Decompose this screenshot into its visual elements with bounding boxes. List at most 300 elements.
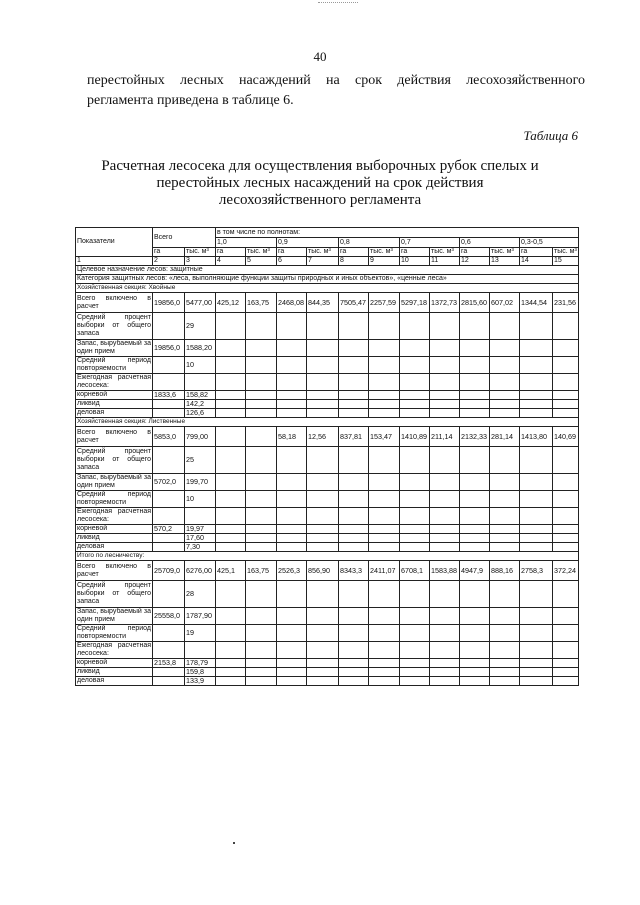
table-row (76, 677, 579, 686)
row-label: Всего включено в расчет (76, 293, 153, 313)
value-cell (460, 409, 490, 418)
value-cell (553, 543, 579, 552)
value-cell (339, 659, 369, 668)
value-cell: 163,75 (246, 561, 277, 581)
section-row (76, 418, 579, 427)
scan-artifact-dot (233, 842, 235, 844)
value-cell: 178,79 (185, 659, 216, 668)
value-cell (307, 391, 339, 400)
value-cell (339, 400, 369, 409)
column-number: 15 (553, 257, 579, 266)
value-cell (520, 374, 553, 391)
value-cell (369, 340, 400, 357)
table-caption: Таблица 6 (523, 128, 578, 143)
scan-artifact (318, 2, 358, 4)
unit-m3: тыс. м³ (307, 248, 339, 257)
value-cell (369, 581, 400, 608)
value-cell (369, 659, 400, 668)
value-cell (553, 474, 579, 491)
table-row (76, 313, 579, 340)
title-line-2: перестойных лесных насаждений на срок действия (156, 175, 484, 191)
row-label: Средний процент выборки от общего запаса (76, 447, 153, 474)
value-cell: 1588,20 (185, 340, 216, 357)
value-cell (553, 625, 579, 642)
unit-ha: га (153, 248, 185, 257)
value-cell (277, 400, 307, 409)
value-cell (400, 508, 430, 525)
value-cell (520, 357, 553, 374)
value-cell (246, 491, 277, 508)
value-cell (339, 447, 369, 474)
row-label: Ежегодная расчетная лесосека: (77, 642, 151, 657)
value-cell (153, 313, 185, 340)
value-cell (246, 677, 277, 686)
value-cell: 158,82 (185, 391, 216, 400)
value-cell (216, 642, 246, 659)
header-including: в том числе по полнотам: (216, 228, 579, 238)
value-cell (246, 525, 277, 534)
value-cell (490, 608, 520, 625)
title-line-3: лесохозяйственного регламента (218, 192, 422, 208)
column-number: 4 (216, 257, 246, 266)
column-number: 7 (307, 257, 339, 266)
value-cell (490, 534, 520, 543)
value-cell (216, 608, 246, 625)
value-cell (553, 357, 579, 374)
value-cell: 5477,00 (185, 293, 216, 313)
column-number: 1 (76, 257, 153, 266)
value-cell (246, 374, 277, 391)
table-row (76, 561, 579, 581)
value-cell (430, 668, 460, 677)
value-cell (246, 391, 277, 400)
value-cell (339, 313, 369, 340)
value-cell (246, 474, 277, 491)
value-cell (246, 668, 277, 677)
value-cell (520, 668, 553, 677)
value-cell: 281,14 (490, 427, 520, 447)
unit-ha: га (460, 248, 490, 257)
value-cell (246, 659, 277, 668)
value-cell (460, 491, 490, 508)
column-number: 11 (430, 257, 460, 266)
column-number: 5 (246, 257, 277, 266)
value-cell (430, 543, 460, 552)
value-cell (277, 391, 307, 400)
table-row (76, 293, 579, 313)
value-cell (369, 409, 400, 418)
value-cell (400, 357, 430, 374)
value-cell: 799,00 (185, 427, 216, 447)
value-cell (520, 625, 553, 642)
unit-m3: тыс. м³ (490, 248, 520, 257)
value-cell (246, 400, 277, 409)
table-row (76, 668, 579, 677)
value-cell (400, 543, 430, 552)
value-cell (369, 491, 400, 508)
value-cell (246, 427, 277, 447)
table-row (76, 608, 579, 625)
density-header: 0,8 (339, 238, 400, 248)
value-cell (490, 400, 520, 409)
value-cell (277, 474, 307, 491)
value-cell (553, 508, 579, 525)
value-cell (520, 491, 553, 508)
value-cell (216, 357, 246, 374)
value-cell (277, 581, 307, 608)
value-cell (369, 608, 400, 625)
value-cell (307, 659, 339, 668)
value-cell (339, 491, 369, 508)
value-cell: 888,16 (490, 561, 520, 581)
value-cell (430, 581, 460, 608)
value-cell (153, 534, 185, 543)
value-cell (460, 534, 490, 543)
value-cell (216, 447, 246, 474)
page-number: 40 (313, 49, 327, 64)
value-cell: 570,2 (153, 525, 185, 534)
value-cell: 856,90 (307, 561, 339, 581)
value-cell (216, 340, 246, 357)
value-cell (216, 525, 246, 534)
value-cell: 17,60 (185, 534, 216, 543)
value-cell (400, 659, 430, 668)
value-cell (307, 668, 339, 677)
value-cell (153, 543, 185, 552)
value-cell: 231,56 (553, 293, 579, 313)
value-cell (430, 608, 460, 625)
value-cell (369, 534, 400, 543)
value-cell: 4947,9 (460, 561, 490, 581)
value-cell (277, 313, 307, 340)
value-cell (153, 400, 185, 409)
value-cell (369, 391, 400, 400)
value-cell (553, 409, 579, 418)
value-cell: 425,12 (216, 293, 246, 313)
value-cell (430, 374, 460, 391)
value-cell (520, 447, 553, 474)
value-cell (307, 340, 339, 357)
value-cell (553, 491, 579, 508)
value-cell (553, 525, 579, 534)
value-cell (277, 409, 307, 418)
value-cell: 28 (185, 581, 216, 608)
value-cell: 163,75 (246, 293, 277, 313)
value-cell (246, 313, 277, 340)
value-cell (246, 642, 277, 659)
value-cell (520, 543, 553, 552)
row-label: Ежегодная расчетная лесосека: (77, 374, 151, 389)
value-cell (400, 625, 430, 642)
value-cell (216, 374, 246, 391)
value-cell (369, 400, 400, 409)
value-cell (553, 447, 579, 474)
section-name: Хозяйственная секция: Лиственные (76, 418, 579, 427)
value-cell (307, 357, 339, 374)
value-cell: 2153,8 (153, 659, 185, 668)
value-cell (553, 391, 579, 400)
column-number: 9 (369, 257, 400, 266)
value-cell (216, 543, 246, 552)
value-cell (553, 340, 579, 357)
value-cell: 1583,88 (430, 561, 460, 581)
value-cell: 1344,54 (520, 293, 553, 313)
value-cell: 2132,33 (460, 427, 490, 447)
value-cell (490, 625, 520, 642)
row-label: Запас, вырубаемый за один прием (77, 340, 151, 355)
value-cell: 1410,89 (400, 427, 430, 447)
section-name: Хозяйственная секция: Хвойные (76, 284, 579, 293)
value-cell (460, 642, 490, 659)
value-cell (553, 677, 579, 686)
table-row (76, 525, 579, 534)
value-cell (553, 642, 579, 659)
header-indicator: Показатели (76, 228, 153, 257)
title-line-1: Расчетная лесосека для осуществления выборочных рубок спелых и (101, 158, 539, 174)
value-cell: 133,9 (185, 677, 216, 686)
value-cell (490, 491, 520, 508)
value-cell (520, 340, 553, 357)
intro-paragraph (87, 71, 585, 111)
value-cell (430, 508, 460, 525)
value-cell: 7,30 (185, 543, 216, 552)
value-cell (277, 642, 307, 659)
value-cell (185, 642, 216, 659)
value-cell (520, 642, 553, 659)
density-header: 1,0 (216, 238, 277, 248)
value-cell (460, 340, 490, 357)
row-label: деловая (76, 543, 153, 552)
value-cell (277, 447, 307, 474)
unit-ha: га (277, 248, 307, 257)
density-header: 0,3-0,5 (520, 238, 579, 248)
row-label: деловая (76, 677, 153, 686)
value-cell: 12,56 (307, 427, 339, 447)
value-cell (369, 313, 400, 340)
value-cell (277, 543, 307, 552)
value-cell (430, 391, 460, 400)
value-cell (307, 508, 339, 525)
value-cell: 10 (185, 357, 216, 374)
value-cell (520, 581, 553, 608)
table-row (76, 340, 579, 357)
value-cell (430, 409, 460, 418)
unit-m3: тыс. м³ (185, 248, 216, 257)
value-cell (307, 409, 339, 418)
value-cell: 425,1 (216, 561, 246, 581)
row-label: Средний период повторяемости (77, 491, 151, 506)
value-cell (216, 313, 246, 340)
value-cell (520, 474, 553, 491)
column-number: 14 (520, 257, 553, 266)
value-cell (339, 409, 369, 418)
category-row (76, 275, 579, 284)
unit-ha: га (400, 248, 430, 257)
value-cell (216, 474, 246, 491)
table-row (76, 374, 579, 391)
value-cell: 29 (185, 313, 216, 340)
value-cell: 1787,90 (185, 608, 216, 625)
value-cell (246, 543, 277, 552)
value-cell (430, 313, 460, 340)
value-cell (216, 534, 246, 543)
value-cell (460, 374, 490, 391)
value-cell (307, 543, 339, 552)
value-cell (216, 400, 246, 409)
value-cell (307, 581, 339, 608)
value-cell (277, 491, 307, 508)
value-cell: 1413,80 (520, 427, 553, 447)
value-cell (460, 525, 490, 534)
value-cell (400, 491, 430, 508)
column-number: 3 (185, 257, 216, 266)
value-cell (520, 508, 553, 525)
table-row (76, 625, 579, 642)
value-cell (460, 313, 490, 340)
unit-ha: га (216, 248, 246, 257)
value-cell: 1372,73 (430, 293, 460, 313)
value-cell (369, 525, 400, 534)
value-cell: 607,02 (490, 293, 520, 313)
value-cell (460, 474, 490, 491)
column-number: 2 (153, 257, 185, 266)
value-cell (339, 391, 369, 400)
row-label: ликвид (76, 400, 153, 409)
value-cell (553, 608, 579, 625)
value-cell (277, 677, 307, 686)
value-cell (520, 400, 553, 409)
row-label: Средний период повторяемости (77, 357, 151, 372)
value-cell (339, 543, 369, 552)
purpose-row (76, 266, 579, 275)
value-cell (369, 508, 400, 525)
row-label: Ежегодная расчетная лесосека: (77, 508, 151, 523)
value-cell (490, 668, 520, 677)
value-cell (490, 581, 520, 608)
section-row (76, 552, 579, 561)
value-cell (400, 400, 430, 409)
value-cell (490, 659, 520, 668)
value-cell (400, 668, 430, 677)
value-cell (246, 409, 277, 418)
value-cell (216, 677, 246, 686)
value-cell (369, 374, 400, 391)
value-cell (185, 374, 216, 391)
value-cell (400, 474, 430, 491)
value-cell (339, 357, 369, 374)
value-cell: 6276,00 (185, 561, 216, 581)
table-row (76, 642, 579, 659)
value-cell (277, 659, 307, 668)
value-cell (520, 677, 553, 686)
value-cell (400, 534, 430, 543)
value-cell (430, 659, 460, 668)
value-cell (216, 491, 246, 508)
value-cell (490, 313, 520, 340)
value-cell (553, 313, 579, 340)
value-cell (339, 534, 369, 543)
value-cell (369, 474, 400, 491)
value-cell (153, 668, 185, 677)
value-cell (520, 313, 553, 340)
row-label: ликвид (76, 668, 153, 677)
unit-m3: тыс. м³ (246, 248, 277, 257)
value-cell (490, 340, 520, 357)
table-title (0, 158, 640, 209)
column-number: 12 (460, 257, 490, 266)
value-cell: 159,8 (185, 668, 216, 677)
value-cell (553, 668, 579, 677)
value-cell (400, 374, 430, 391)
value-cell (553, 534, 579, 543)
unit-ha: га (520, 248, 553, 257)
section-name: Итого по лесничеству: (76, 552, 579, 561)
value-cell: 8343,3 (339, 561, 369, 581)
row-label: деловая (76, 409, 153, 418)
density-header: 0,9 (277, 238, 339, 248)
value-cell (307, 374, 339, 391)
value-cell (490, 543, 520, 552)
value-cell (246, 608, 277, 625)
table-row (76, 357, 579, 374)
value-cell (277, 508, 307, 525)
value-cell (216, 659, 246, 668)
value-cell (277, 668, 307, 677)
unit-m3: тыс. м³ (369, 248, 400, 257)
value-cell (369, 447, 400, 474)
value-cell: 140,69 (553, 427, 579, 447)
value-cell (369, 677, 400, 686)
value-cell: 19 (185, 625, 216, 642)
value-cell (520, 409, 553, 418)
column-number: 10 (400, 257, 430, 266)
value-cell (490, 474, 520, 491)
value-cell (369, 543, 400, 552)
value-cell (520, 608, 553, 625)
unit-ha: га (339, 248, 369, 257)
value-cell (460, 391, 490, 400)
row-label: Запас, вырубаемый за один прием (77, 474, 151, 489)
header-row-1 (76, 228, 579, 238)
forest-purpose: Целевое назначение лесов: защитные (76, 266, 579, 275)
value-cell (400, 391, 430, 400)
value-cell (339, 642, 369, 659)
value-cell (430, 357, 460, 374)
column-number: 8 (339, 257, 369, 266)
value-cell (216, 427, 246, 447)
value-cell: 142,2 (185, 400, 216, 409)
value-cell (520, 525, 553, 534)
value-cell (430, 525, 460, 534)
value-cell (460, 447, 490, 474)
value-cell (339, 668, 369, 677)
value-cell: 2815,60 (460, 293, 490, 313)
value-cell (460, 625, 490, 642)
value-cell (520, 534, 553, 543)
value-cell (185, 508, 216, 525)
value-cell (490, 409, 520, 418)
value-cell (277, 525, 307, 534)
value-cell (460, 659, 490, 668)
table-row (76, 474, 579, 491)
column-number: 6 (277, 257, 307, 266)
table-row (76, 491, 579, 508)
value-cell (430, 625, 460, 642)
value-cell: 5297,18 (400, 293, 430, 313)
value-cell: 199,70 (185, 474, 216, 491)
table-row (76, 659, 579, 668)
table-row (76, 447, 579, 474)
